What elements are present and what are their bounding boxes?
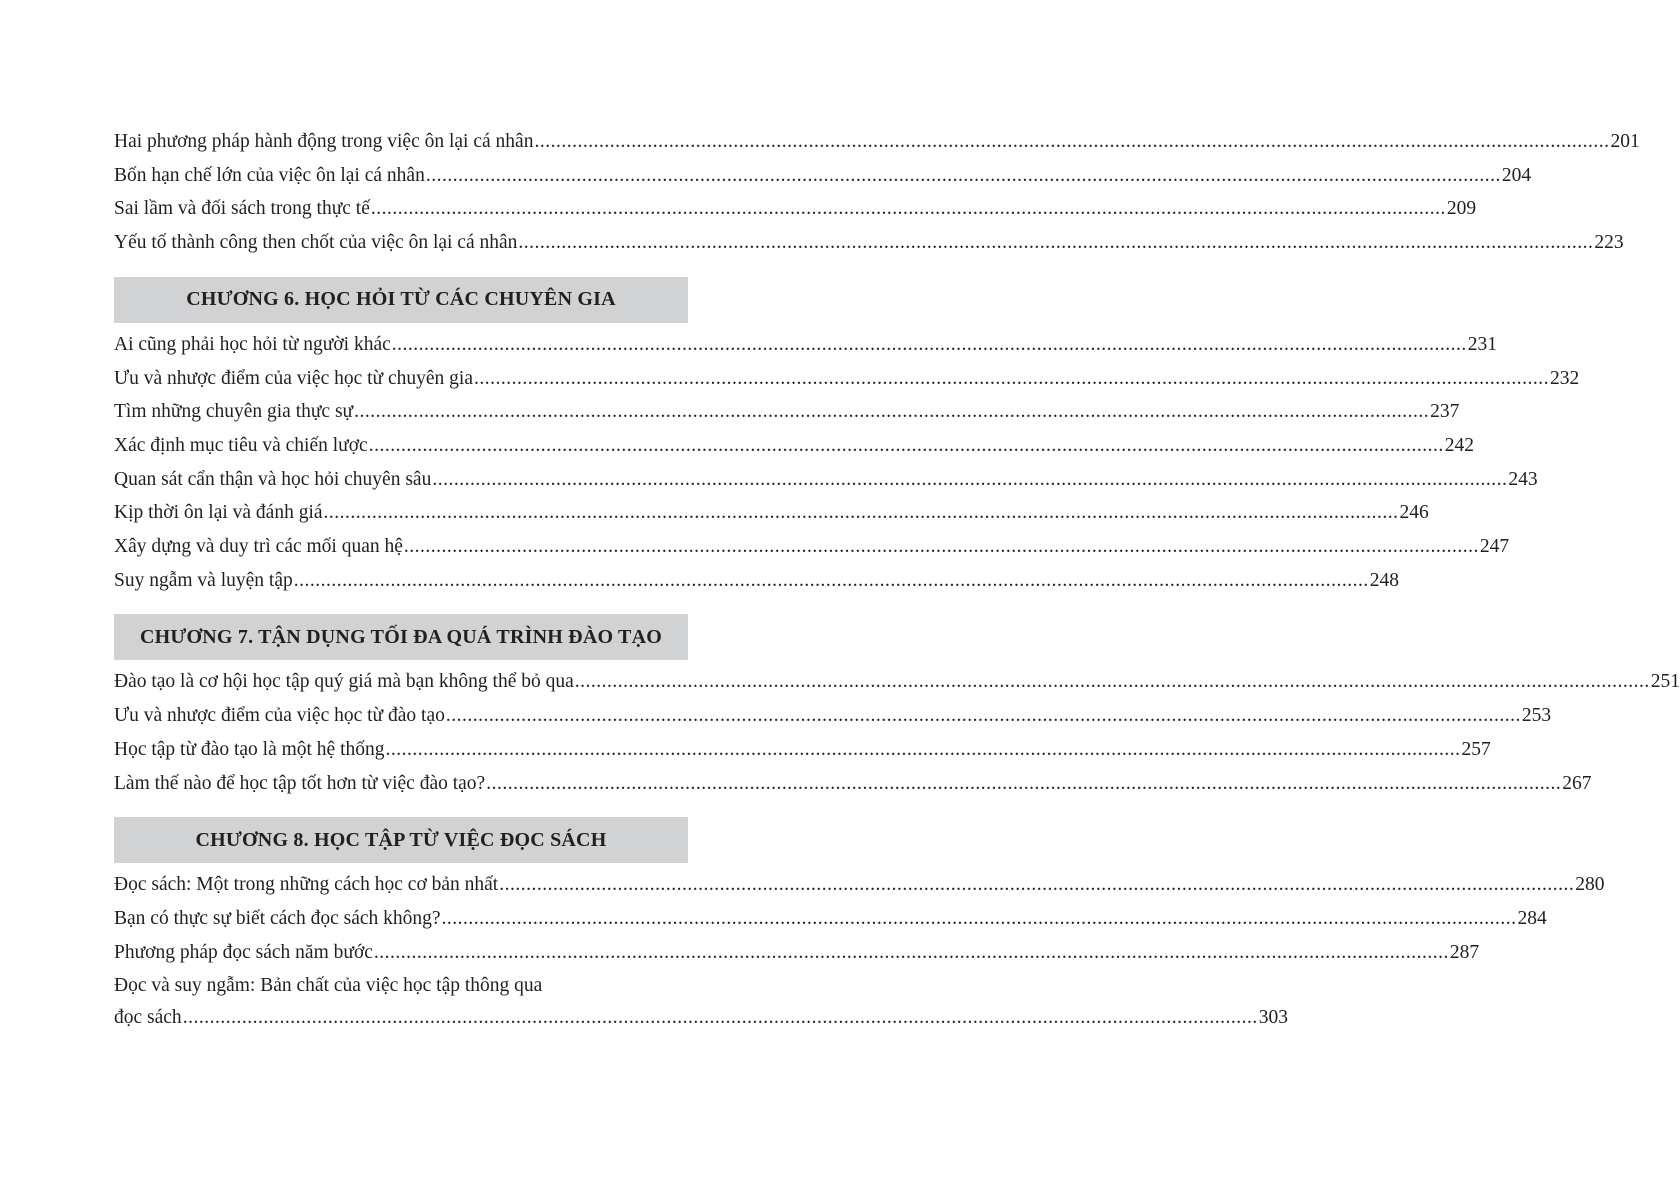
- dot-leader: ........................................................................................................................................................................................................: [182, 1007, 1258, 1029]
- toc-entry: [114, 868, 1605, 902]
- toc-entry-title: Học tập từ đào tạo là một hệ thống: [114, 738, 385, 760]
- toc-entry-title: Suy ngẫm và luyện tập: [114, 569, 293, 591]
- dot-leader: ........................................................................................................................................................................................................: [574, 671, 1650, 693]
- toc-entry-title: Ai cũng phải học hỏi từ người khác: [114, 333, 391, 355]
- toc-entry: [114, 192, 1477, 226]
- toc-entry-page: 223: [1594, 232, 1624, 254]
- toc-entry: [114, 328, 1498, 362]
- table-of-contents: [114, 125, 1680, 1032]
- dot-leader: ........................................................................................................................................................................................................: [368, 434, 1444, 456]
- toc-entry-title: Làm thế nào để học tập tốt hơn từ việc đào tạo?: [114, 772, 486, 794]
- toc-entry-page: 201: [1610, 131, 1640, 152]
- toc-entry-page: 253: [1521, 705, 1552, 727]
- dot-leader: ........................................................................................................................................................................................................: [373, 941, 1449, 963]
- dot-leader: ........................................................................................................................................................................................................: [391, 333, 1467, 355]
- toc-entry-page: 287: [1449, 941, 1480, 963]
- toc-entry-page: 280: [1575, 874, 1605, 896]
- toc-entry-page: 303: [1258, 1007, 1288, 1029]
- toc-entry-page: 267: [1562, 772, 1592, 794]
- toc-entry: [114, 362, 1580, 396]
- toc-entry: [114, 125, 1640, 159]
- toc-entry-page: 284: [1517, 907, 1547, 929]
- dot-leader: ........................................................................................................................................................................................................: [425, 164, 1501, 186]
- toc-entry-title-continued: đọc sách: [114, 1007, 182, 1029]
- toc-entry-title: Xây dựng và duy trì các mối quan hệ: [114, 536, 403, 558]
- toc-entry-page: 237: [1430, 401, 1460, 423]
- dot-leader: ........................................................................................................................................................................................................: [499, 874, 1575, 896]
- toc-entry-title: Quan sát cẩn thận và học hỏi chuyên sâu: [114, 468, 432, 490]
- chapter-heading: CHƯƠNG 6. HỌC HỎI TỪ CÁC CHUYÊN GIA: [114, 277, 688, 323]
- toc-entry-title: Ưu và nhược điểm của việc học từ chuyên gia: [114, 367, 473, 389]
- toc-entry-title: Đọc sách: Một trong những cách học cơ bản nhất: [114, 874, 499, 896]
- toc-entry: [114, 463, 1538, 497]
- dot-leader: ........................................................................................................................................................................................................: [474, 367, 1549, 389]
- chapter-heading: CHƯƠNG 7. TẬN DỤNG TỐI ĐA QUÁ TRÌNH ĐÀO TẠO: [114, 614, 688, 660]
- toc-entry: [114, 395, 1460, 429]
- dot-leader: ........................................................................................................................................................................................................: [441, 907, 1517, 929]
- toc-entry-title: Bốn hạn chế lớn của việc ôn lại cá nhân: [114, 164, 425, 186]
- toc-entry-title: Yếu tố thành công then chốt của việc ôn lại cá nhân: [114, 232, 518, 254]
- toc-entry: [114, 699, 1552, 733]
- toc-entry-title: Bạn có thực sự biết cách đọc sách không?: [114, 907, 441, 929]
- toc-entry: [114, 902, 1547, 936]
- dot-leader: ........................................................................................................................................................................................................: [486, 772, 1562, 794]
- toc-entry-title: Đọc và suy ngẫm: Bản chất của việc học tập thông qua: [114, 975, 543, 997]
- toc-entry-title: Sai lầm và đối sách trong thực tế: [114, 198, 370, 220]
- dot-leader: ........................................................................................................................................................................................................: [518, 232, 1594, 254]
- toc-entry: [114, 733, 1491, 767]
- toc-entry-page: 246: [1399, 502, 1429, 524]
- toc-entry: [114, 969, 1288, 1032]
- dot-leader: ........................................................................................................................................................................................................: [432, 468, 1508, 490]
- dot-leader: ........................................................................................................................................................................................................: [323, 502, 1399, 524]
- toc-entry: [114, 496, 1429, 530]
- toc-entry: [114, 936, 1480, 970]
- toc-entry-page: 243: [1508, 468, 1538, 490]
- toc-entry-page: 232: [1550, 367, 1580, 389]
- toc-entry-title: Xác định mục tiêu và chiến lược: [114, 434, 368, 456]
- toc-entry: [114, 665, 1680, 699]
- toc-entry: [114, 226, 1624, 260]
- toc-entry-title: Kịp thời ôn lại và đánh giá: [114, 502, 323, 524]
- toc-entry-page: 231: [1467, 333, 1498, 355]
- toc-entry-page: 251: [1650, 671, 1680, 693]
- toc-entry-page: 248: [1369, 569, 1399, 591]
- dot-leader: ........................................................................................................................................................................................................: [385, 738, 1461, 760]
- dot-leader: ........................................................................................................................................................................................................: [445, 705, 1521, 727]
- toc-entry-title: Hai phương pháp hành động trong việc ôn lại cá nhân: [114, 131, 534, 152]
- dot-leader: ........................................................................................................................................................................................................: [354, 401, 1430, 423]
- toc-entry: [114, 429, 1474, 463]
- dot-leader: ........................................................................................................................................................................................................: [534, 131, 1610, 152]
- dot-leader: ........................................................................................................................................................................................................: [293, 569, 1369, 591]
- toc-entry-page: 257: [1461, 738, 1491, 760]
- toc-entry-page: 204: [1501, 164, 1532, 186]
- toc-entry: [114, 564, 1399, 598]
- toc-entry: [114, 159, 1532, 193]
- toc-entry-title: Phương pháp đọc sách năm bước: [114, 941, 373, 963]
- toc-entry-title: Ưu và nhược điểm của việc học từ đào tạo: [114, 705, 445, 727]
- toc-entry: [114, 530, 1510, 564]
- toc-entry-page: 242: [1444, 434, 1474, 456]
- toc-entry: [114, 767, 1592, 801]
- toc-entry-title: Tìm những chuyên gia thực sự: [114, 401, 354, 423]
- toc-entry-page: 247: [1479, 536, 1510, 558]
- chapter-heading: CHƯƠNG 8. HỌC TẬP TỪ VIỆC ĐỌC SÁCH: [114, 817, 688, 863]
- toc-entry-page: 209: [1446, 198, 1477, 220]
- dot-leader: ........................................................................................................................................................................................................: [403, 536, 1479, 558]
- toc-entry-title: Đào tạo là cơ hội học tập quý giá mà bạn không thể bỏ qua: [114, 671, 574, 693]
- dot-leader: ........................................................................................................................................................................................................: [370, 198, 1446, 220]
